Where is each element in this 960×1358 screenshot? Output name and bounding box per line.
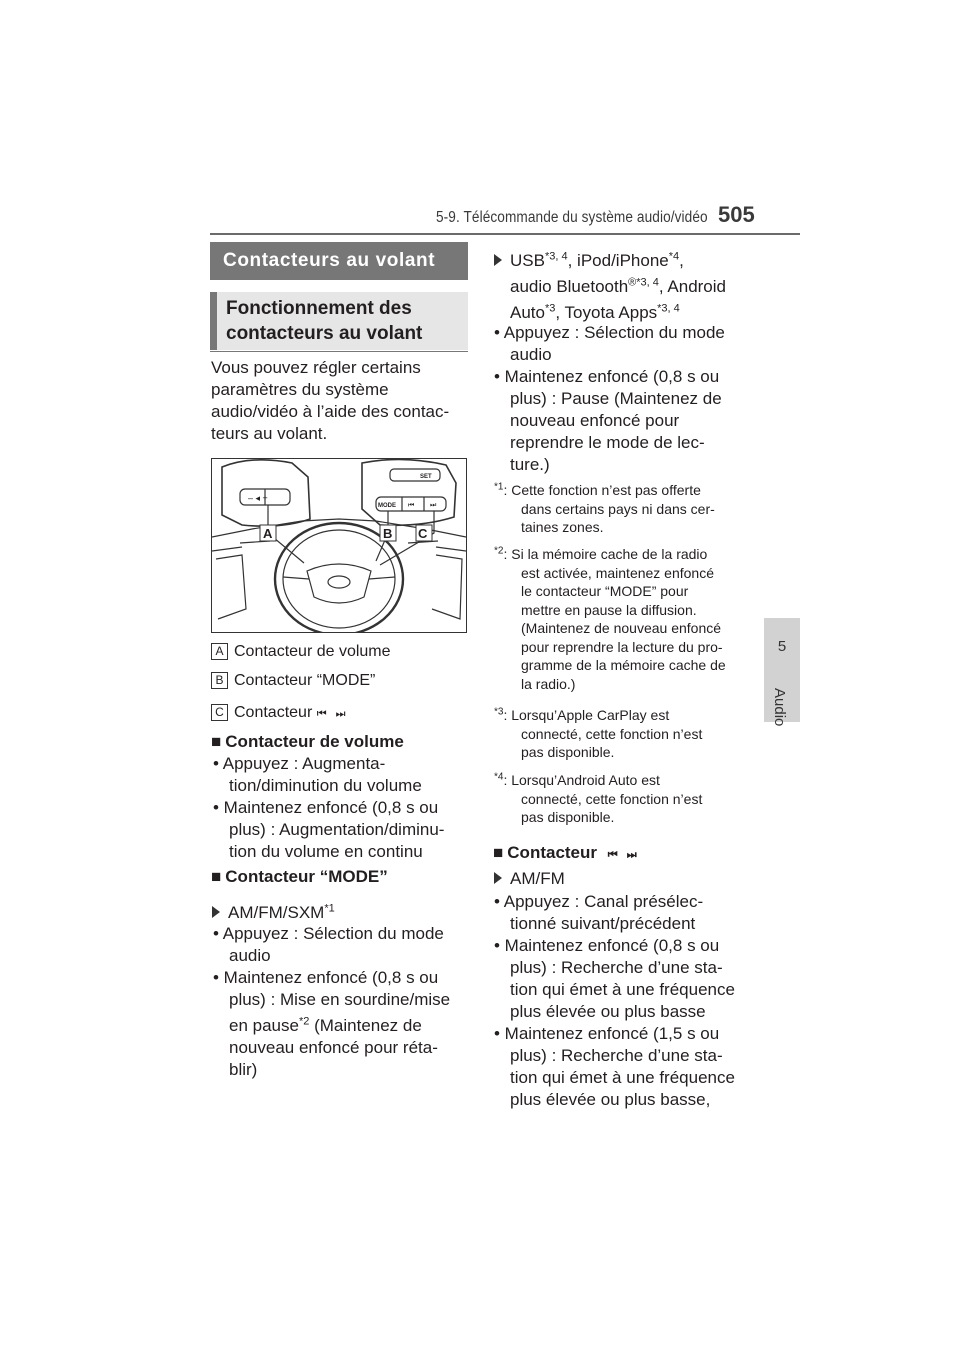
bullet-line: reprendre le mode de lec-	[510, 433, 705, 452]
bullet-line: plus) : Pause (Maintenez de	[510, 389, 722, 408]
source-text: AM/FM/SXM	[228, 903, 325, 922]
note-line: mettre en pause la diffusion.	[521, 601, 697, 618]
note-line: la radio.)	[521, 675, 576, 692]
mode-heading: ■ Contacteur “MODE”	[211, 867, 388, 886]
steering-wheel-drawing	[212, 459, 466, 632]
bullet-line: • Appuyez : Augmenta-	[213, 754, 386, 773]
bullet-line: tionné suivant/précédent	[510, 914, 696, 933]
footnote-ref: *1	[324, 902, 335, 915]
bullet-line: • Maintenez enfoncé (0,8 s ou	[494, 936, 720, 955]
steering-wheel-illustration	[211, 458, 467, 633]
bullet-line: • Maintenez enfoncé (0,8 s ou	[213, 798, 439, 817]
subsection-title-line2: contacteurs au volant	[226, 323, 423, 344]
bullet-line: • Appuyez : Sélection du mode	[213, 924, 444, 943]
intro-line: Vous pouvez régler certains	[211, 358, 421, 377]
prev-track-icon: ⏮	[408, 502, 415, 509]
section-title: Contacteurs au volant	[210, 242, 468, 280]
label-volume-switch	[211, 643, 391, 661]
footnote-ref: *3, 4	[657, 302, 680, 315]
text: , Android	[658, 277, 726, 296]
label-mode-switch	[211, 672, 375, 690]
footnote-ref: *3, 4	[544, 250, 568, 263]
footnote-ref: *4	[668, 250, 680, 263]
mode-heading-text: Contacteur “MODE”	[225, 867, 388, 886]
label-skip-switch	[211, 704, 349, 723]
bullet-line	[213, 1015, 450, 1037]
text: Auto	[510, 303, 545, 322]
text: en pause	[229, 1016, 299, 1035]
bullet-line: plus) : Recherche d’une sta-	[510, 1046, 723, 1065]
note-line: Si la mémoire cache de la radio	[511, 546, 708, 562]
skip-heading-text: Contacteur	[507, 843, 598, 862]
note-line: pas disponible.	[521, 809, 615, 825]
mode-button-label: MODE	[378, 503, 396, 509]
footnote-4: $^{*4}$: Lorsqu’Android Auto est connecté, cette fonction n’est pas disponible.	[494, 771, 703, 825]
label-text: Contacteur de volume	[234, 643, 391, 660]
note-line: est activée, maintenez enfoncé	[521, 564, 715, 581]
subsection-title-line1: Fonctionnement des	[226, 298, 412, 319]
arrow-icon	[494, 254, 502, 266]
skip-source-line	[494, 868, 565, 890]
usb-bullets	[494, 322, 725, 476]
bullet-line: plus élevée ou plus basse,	[510, 1090, 711, 1109]
running-header: 5-9. Télécommande du système audio/vidéo	[436, 209, 708, 226]
note-line: (Maintenez de nouveau enfoncé	[521, 620, 722, 636]
text: audio Bluetooth	[510, 277, 629, 296]
bullet-line: audio	[510, 345, 552, 364]
note-line: le contacteur “MODE” pour	[521, 583, 689, 599]
bullet-line: audio	[229, 946, 271, 965]
volume-minus-plus-icon: – ◂ +	[248, 493, 268, 503]
text: ,	[679, 251, 684, 270]
callout-c: C	[418, 526, 428, 541]
intro-line: audio/vidéo à l’aide des contac-	[211, 402, 450, 421]
next-track-icon: ⏭	[430, 502, 437, 509]
page-number: 505	[718, 202, 755, 227]
bullet-line: tion du volume en continu	[229, 842, 423, 861]
set-button-label: SET	[420, 474, 432, 480]
text: (Maintenez de	[309, 1016, 422, 1035]
volume-heading-text: Contacteur de volume	[225, 732, 404, 751]
bullet-line: blir)	[229, 1060, 258, 1079]
bullet-line: tion/diminution du volume	[229, 776, 422, 795]
footnote-mark: *4	[494, 771, 504, 783]
bullet-line: tion qui émet à une fréquence	[510, 1068, 735, 1087]
bullet-line: nouveau enfoncé pour réta-	[229, 1038, 438, 1057]
bullet-line: plus) : Recherche d’une sta-	[510, 958, 723, 977]
intro-paragraph	[211, 357, 461, 445]
footnote-ref: *2	[298, 1015, 310, 1028]
footnote-mark: *3	[494, 706, 504, 718]
note-line: Lorsqu’Apple CarPlay est	[511, 707, 670, 723]
footnote-mark: *1	[494, 481, 504, 493]
bullet-line: • Appuyez : Sélection du mode	[494, 323, 725, 342]
footnote-ref: ®*3, 4	[628, 276, 659, 289]
volume-bullets	[213, 753, 444, 863]
mode-source-line	[212, 902, 335, 924]
footnote-mark: *2	[494, 545, 504, 557]
bullet-line: • Appuyez : Canal présélec-	[494, 892, 704, 911]
bullet-line: nouveau enfoncé pour	[510, 411, 680, 430]
skip-icons: ⏮ ⏭	[607, 849, 640, 861]
chapter-label: Audio	[771, 688, 788, 727]
note-line: connecté, cette fonction n’est	[521, 790, 703, 807]
bullet-line: • Maintenez enfoncé (0,8 s ou	[213, 968, 439, 987]
bullet-line: plus élevée ou plus basse	[510, 1002, 706, 1021]
skip-icons: ⏮ ⏭	[316, 708, 349, 720]
bullet-line: • Maintenez enfoncé (1,5 s ou	[494, 1024, 720, 1043]
volume-heading: ■ Contacteur de volume	[211, 732, 404, 751]
note-line: Cette fonction n’est pas offerte	[511, 482, 701, 498]
bullet-line: plus) : Augmentation/diminu-	[229, 820, 445, 839]
note-line: pas disponible.	[521, 744, 615, 760]
callout-b: B	[383, 526, 393, 541]
skip-bullets	[494, 891, 735, 1111]
text: , Toyota Apps	[555, 303, 658, 322]
footnote-2: $^{*2}$: Si la mémoire cache de la radio est activée, maintenez enfoncé le contacteur “MODE” pour mettre en pause la diffusion. (Maintenez de nouveau enfoncé pour reprendre la lecture du pro- gramme de la mémoire cache de la radio.)	[494, 545, 726, 692]
footnote-3: $^{*3}$: Lorsqu’Apple CarPlay est connecté, cette fonction n’est pas disponible.	[494, 706, 703, 760]
label-letter: B	[211, 672, 228, 689]
usb-source-block	[494, 248, 726, 326]
source-line	[494, 248, 726, 274]
intro-line: paramètres du système	[211, 380, 389, 399]
label-text: Contacteur “MODE”	[234, 672, 376, 689]
text: USB	[510, 251, 545, 270]
source-line	[494, 274, 726, 300]
chapter-number: 5	[777, 638, 787, 655]
mode-bullets	[213, 923, 450, 1081]
text: , iPod/iPhone	[567, 251, 669, 270]
footnote-1: $^{*1}$: Cette fonction n’est pas offerte dans certains pays ni dans cer- taines zones.	[494, 481, 715, 535]
bullet-line: plus) : Mise en sourdine/mise	[229, 990, 451, 1009]
footnote-ref: *3	[544, 302, 556, 315]
note-line: pour reprendre la lecture du pro-	[521, 638, 723, 655]
bullet-line: • Maintenez enfoncé (0,8 s ou	[494, 367, 720, 386]
label-letter: C	[211, 704, 228, 721]
skip-heading: ■ Contacteur ⏮ ⏭	[493, 843, 640, 862]
callout-a: A	[263, 526, 273, 541]
header-rule	[210, 233, 800, 235]
note-line: dans certains pays ni dans cer-	[521, 500, 715, 517]
label-text: Contacteur	[234, 704, 313, 721]
bullet-line: tion qui émet à une fréquence	[510, 980, 735, 999]
subsection-title	[210, 292, 468, 350]
arrow-icon	[494, 872, 502, 884]
intro-line: teurs au volant.	[211, 424, 328, 443]
label-letter: A	[211, 643, 228, 660]
note-line: taines zones.	[521, 519, 604, 535]
subsection-rule	[210, 351, 468, 352]
note-line: connecté, cette fonction n’est	[521, 725, 703, 742]
note-line: Lorsqu’Android Auto est	[511, 772, 660, 788]
bullet-line: ture.)	[510, 455, 550, 474]
source-text: AM/FM	[510, 869, 565, 888]
arrow-icon	[212, 906, 220, 918]
note-line: gramme de la mémoire cache de	[521, 657, 726, 673]
